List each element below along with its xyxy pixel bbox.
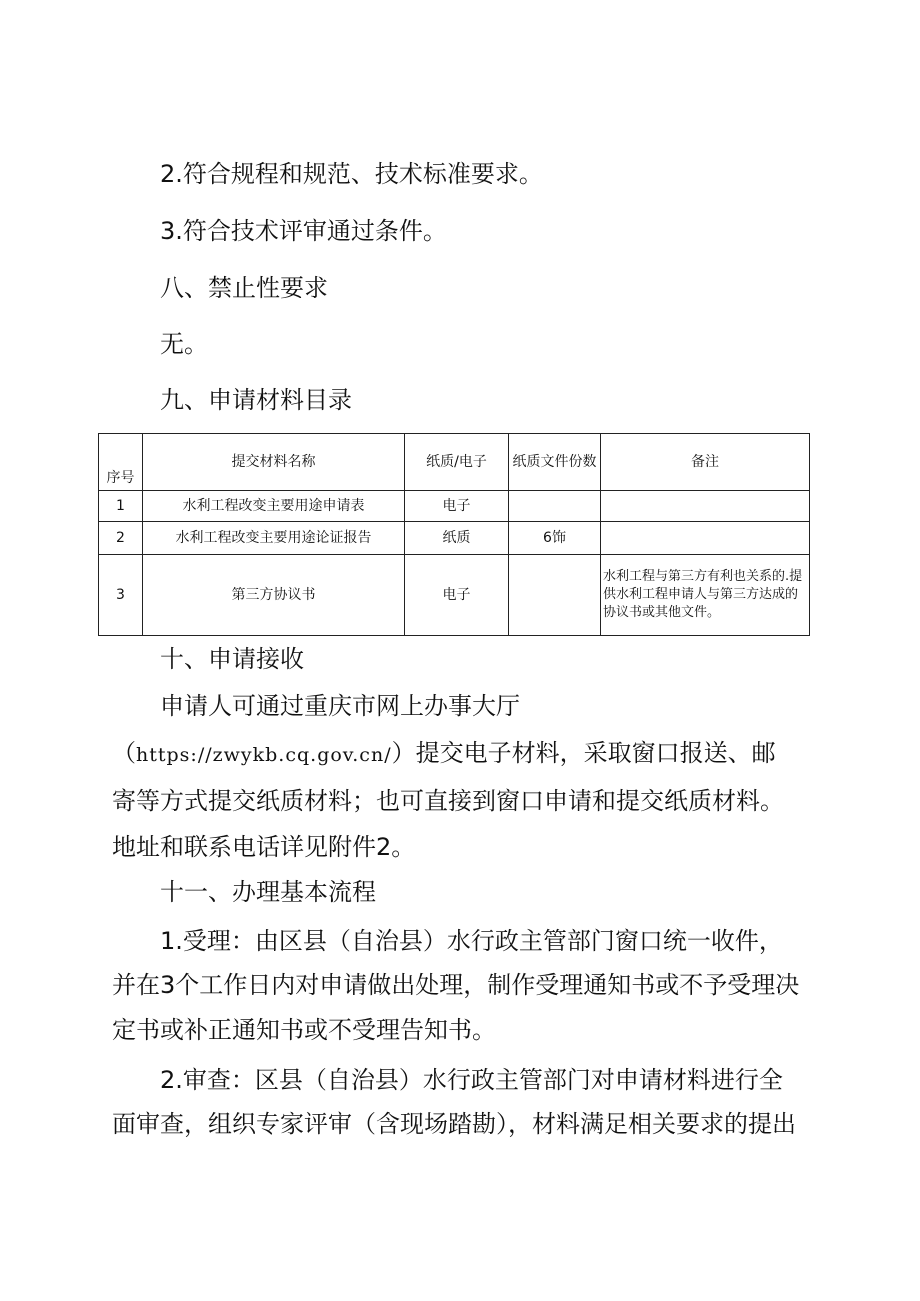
header-name: 提交材料名称	[143, 434, 405, 491]
table-header-row	[99, 434, 810, 491]
section-10-line-2	[112, 737, 776, 771]
service-hall-url: https://zwykb.cq.gov.cn/	[136, 744, 392, 766]
row-form: 纸质	[405, 522, 509, 555]
row-note	[601, 522, 810, 555]
table-row	[99, 522, 810, 555]
paren-open: （	[112, 739, 136, 767]
row-note: 水利工程与第三方有利也关系的.提供水利工程申请人与第三方达成的协议书或其他文件。	[601, 555, 810, 636]
row-name: 第三方协议书	[143, 555, 405, 636]
section-heading-8: 八、禁止性要求	[160, 274, 328, 302]
section-10-line-2-rest: ）提交电子材料，采取窗口报送、邮	[391, 739, 776, 767]
step-1-line-1: 1.受理：由区县（自治县）水行政主管部门窗口统一收件，	[160, 927, 783, 955]
step-2-line-1: 2.审查：区县（自治县）水行政主管部门对申请材料进行全	[160, 1066, 783, 1094]
row-form: 电子	[405, 555, 509, 636]
row-seq: 3	[99, 555, 143, 636]
header-copies: 纸质文件份数	[509, 434, 601, 491]
materials-table	[98, 433, 810, 636]
row-name: 水利工程改变主要用途申请表	[143, 491, 405, 522]
row-form: 电子	[405, 491, 509, 522]
header-seq: 序号	[99, 434, 143, 491]
row-copies	[509, 491, 601, 522]
table-row	[99, 491, 810, 522]
section-10-line-4: 地址和联系电话详见附件2。	[112, 833, 416, 861]
requirement-item-2: 2.符合规程和规范、技术标准要求。	[160, 160, 543, 188]
row-note	[601, 491, 810, 522]
header-note: 备注	[601, 434, 810, 491]
step-1-line-2: 并在3个工作日内对申请做出处理，制作受理通知书或不予受理决	[112, 971, 800, 999]
section-heading-10: 十、申请接收	[160, 645, 304, 673]
section-heading-11: 十一、办理基本流程	[160, 878, 376, 906]
row-name: 水利工程改变主要用途论证报告	[143, 522, 405, 555]
header-form: 纸质/电子	[405, 434, 509, 491]
row-copies: 6饰	[509, 522, 601, 555]
section-10-line-1: 申请人可通过重庆市网上办事大厅	[160, 692, 520, 720]
table-row	[99, 555, 810, 636]
step-1-line-3: 定书或补正通知书或不受理告知书。	[112, 1016, 496, 1044]
section-10-line-3: 寄等方式提交纸质材料；也可直接到窗口申请和提交纸质材料。	[112, 787, 784, 815]
step-2-line-2: 面审查，组织专家评审（含现场踏勘），材料满足相关要求的提出	[112, 1110, 796, 1138]
row-seq: 1	[99, 491, 143, 522]
requirement-item-3: 3.符合技术评审通过条件。	[160, 217, 447, 245]
section-8-body: 无。	[160, 330, 208, 358]
row-seq: 2	[99, 522, 143, 555]
row-copies	[509, 555, 601, 636]
section-heading-9: 九、申请材料目录	[160, 386, 352, 414]
